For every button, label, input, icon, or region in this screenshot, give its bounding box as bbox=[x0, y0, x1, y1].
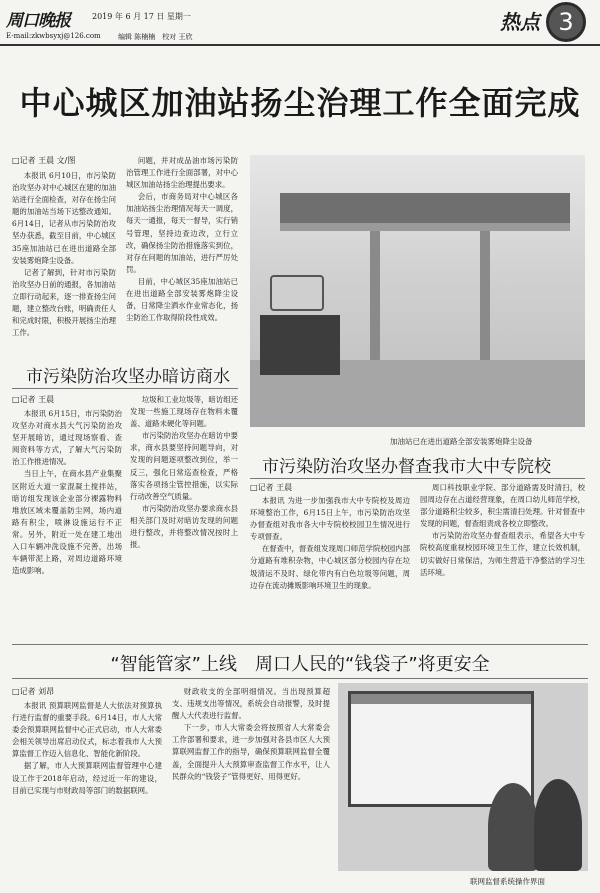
article1-byline: □记者 王晨 文/图 bbox=[12, 156, 76, 165]
issue-date: 2019 年 6 月 17 日 星期一 bbox=[92, 12, 191, 21]
station-canopy bbox=[280, 193, 570, 223]
article1-paragraph: 记者了解到，针对市污染防治攻坚办日前的通报，各加油站立即行动起来，逐一排查扬尘问题，建立整改台账，明确责任人和完成时限，积极开展扬尘治理工作。 bbox=[12, 267, 116, 338]
page-number: 3 bbox=[558, 8, 574, 36]
operator-figure bbox=[534, 779, 582, 871]
article3-column-1 bbox=[250, 495, 410, 637]
main-headline: 中心城区加油站扬尘治理工作全面完成 bbox=[19, 84, 581, 122]
photo-caption: 加油站已在进出道路全部安装雾炮降尘设备 bbox=[390, 437, 533, 446]
article2-paragraph: 市污染防治攻坚办在暗访中要求，商水县要坚持问题导向，对发现的问题逐项整改到位，举一反三，强化日常巡查检查，严格落实各项扬尘管控措施，以实际行动改善空气质量。 bbox=[130, 431, 238, 501]
section-title: 热点 bbox=[500, 10, 540, 34]
page-number-badge bbox=[546, 2, 586, 42]
article4-column-1 bbox=[12, 700, 162, 884]
article2-paragraph: 当日上午，在商水县产业集聚区附近大道一家混凝土搅拌站，暗访组发现该企业部分裸露物料堆放区域未覆盖防尘网，场内道路有积尘，喷淋设施运行不正常。另外，附近一处在建工地出入口车辆冲洗设施不完善，出场车辆带泥上路，对周边道路环境造成影响。 bbox=[12, 469, 122, 576]
fog-cannon bbox=[270, 275, 324, 311]
monitoring-room-photo bbox=[338, 683, 588, 871]
article2-column-2 bbox=[130, 394, 238, 636]
article3-paragraph: 本报讯 为进一步加强我市大中专院校及周边环境整治工作，6月15日上午，市污染防治攻坚办督查组对我市各大中专院校校园卫生情况进行专项督查。 bbox=[250, 496, 410, 542]
canopy-pillar bbox=[480, 231, 490, 381]
article1-column-1 bbox=[12, 170, 116, 338]
article1-paragraph: 会后，市商务局对中心城区各加油站扬尘治理情况每天一调度，每天一通报，每天一督导，实行销号管理，坚持边查边改，立行立改，确保扬尘防治措施落实到位，对存在问题的加油站，进行严厉处罚。 bbox=[126, 192, 238, 274]
screen-header-bar bbox=[351, 694, 531, 704]
article2-headline: 市污染防治攻坚办暗访商水 bbox=[26, 367, 230, 387]
article4-headline: “智能管家”上线 周口人民的“钱袋子”将更安全 bbox=[110, 654, 490, 675]
article2-column-1 bbox=[12, 408, 122, 636]
article4-byline: □记者 刘昂 bbox=[12, 687, 55, 696]
article2-byline: □记者 王晨 bbox=[12, 395, 55, 404]
article3-paragraph: 市污染防治攻坚办督查组表示，希望各大中专院校高度重视校园环境卫生工作，建立长效机制，切实做好日常保洁，为师生营造干净整洁的学习生活环境。 bbox=[420, 531, 585, 577]
gas-station-photo bbox=[250, 155, 585, 427]
article2-paragraph: 垃圾和工业垃圾等，暗访组还发现一些施工现场存在物料未覆盖、道路未硬化等问题。 bbox=[130, 395, 238, 429]
canopy-pillar bbox=[370, 231, 380, 381]
article2-rule bbox=[12, 388, 238, 389]
article4-paragraph: 本报讯 预算联网监督是人大依法对预算执行进行监督的重要手段。6月14日，市人大常委会预算联网监督中心正式启动，市人大常委会相关领导出席启动仪式，标志着我市人大预算监督工作迈入信息化、智能化新阶段。 bbox=[12, 701, 162, 759]
article2-paragraph: 市污染防治攻坚办要求商水县相关部门及时对暗访发现的问题进行整改，并将整改情况按时上报。 bbox=[130, 503, 238, 550]
masthead-rule bbox=[0, 44, 600, 46]
fog-cannon-cart bbox=[260, 315, 340, 375]
article4-paragraph: 下一步，市人大常委会将按照省人大常委会工作部署和要求，进一步加强对各县市区人大预算联网监督工作的指导，确保预算联网监督全覆盖，全面提升人大预算审查监督工作水平，让人民群众的“钱袋子”管得更好、用得更好。 bbox=[172, 723, 330, 781]
article3-rule bbox=[250, 478, 585, 479]
article4-paragraph: 据了解，市人大预算联网监督管理中心建设工作于2018年启动，经过近一年的建设，目前已实现与市财政局等部门的数据联网。 bbox=[12, 761, 162, 795]
article3-column-2 bbox=[420, 482, 585, 637]
article1-paragraph: 本报讯 6月10日，市污染防治攻坚办对中心城区在建的加油站进行全面检查，对存在扬尘问题的加油站当场下达整改通知。6月14日，记者从市污染防治攻坚办获悉，截至目前，中心城区35座加油站已在进出道路全部安装雾炮降尘设备。 bbox=[12, 171, 116, 265]
article3-paragraph: 周口科技职业学院、部分道路需及时清扫，校园周边存在占道经营现象，在周口幼儿师范学校，部分道路积尘较多，积尘需清扫处理。针对督查中发现的问题，督查组责成各校立即整改。 bbox=[420, 483, 585, 529]
article3-headline: 市污染防治攻坚办督查我市大中专院校 bbox=[262, 457, 551, 477]
article4-paragraph: 财政收支的全部明细情况。当出现预算超支、违规支出等情况，系统会自动报警，及时提醒人大代表进行监督。 bbox=[172, 687, 330, 721]
article2-paragraph: 本报讯 6月15日，市污染防治攻坚办对商水县大气污染防治攻坚开展暗访，通过现场察看、查阅资料等方式，了解大气污染防治工作推进情况。 bbox=[12, 409, 122, 467]
editor-credit: 编辑 陈楠楠 校对 王欣 bbox=[118, 33, 193, 41]
photo-caption: 联网监督系统操作界面 bbox=[470, 877, 545, 886]
article4-bottom-rule bbox=[12, 678, 588, 679]
article3-byline: □记者 王晨 bbox=[250, 483, 293, 492]
article1-column-2 bbox=[126, 155, 238, 328]
article1-paragraph: 问题，并对成品油市场污染防治管理工作进行全面部署，对中心城区加油站扬尘治理提出要求。 bbox=[126, 156, 238, 190]
operator-figure bbox=[488, 783, 538, 871]
article4-top-rule bbox=[12, 644, 588, 645]
station-canopy-underside bbox=[280, 223, 570, 231]
article4-column-2 bbox=[172, 686, 330, 884]
article1-paragraph: 目前，中心城区35座加油站已在进出道路全部安装雾炮降尘设备，日常降尘洒水作业常态化，扬尘防治工作取得阶段性成效。 bbox=[126, 276, 238, 323]
article3-paragraph: 在督查中，督查组发现周口师范学院校园内部分道路有堆积杂物，中心城区部分校园内存在垃圾清运不及时、绿化带内有白色垃圾等问题，周边存在流动摊贩影响环境卫生的现象。 bbox=[250, 544, 410, 590]
newspaper-logo: 周口晚报 bbox=[6, 11, 70, 31]
contact-email: E-mail:zkwbsyxj@126.com bbox=[6, 32, 101, 40]
